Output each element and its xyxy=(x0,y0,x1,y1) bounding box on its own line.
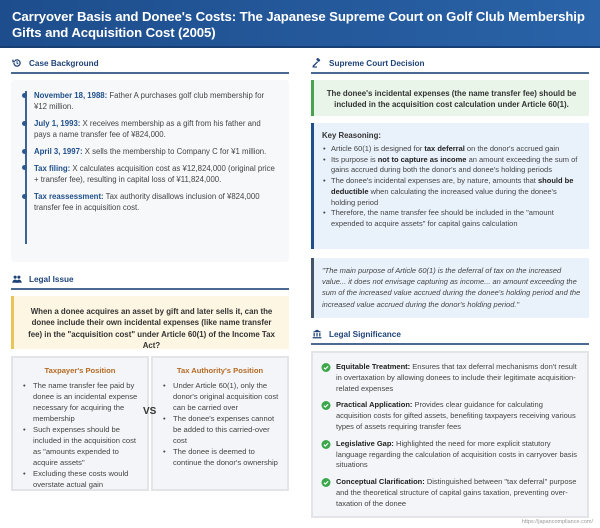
legal-issue-title: Legal Issue xyxy=(29,274,74,284)
significance-label: Practical Application: xyxy=(336,400,413,410)
right-column xyxy=(311,56,589,518)
key-reasoning-list xyxy=(322,144,579,230)
significance-title: Legal Significance xyxy=(329,329,401,339)
court-quote: "The main purpose of Article 60(1) is the deferral of tax on the increased value... it does not envisage capturing as income... an amount exceeding the sum of the increased value accrued during the donee's holding period and the increased value accrued during the donor's holding period." xyxy=(311,258,589,318)
taxpayer-position-title: Taxpayer's Position xyxy=(44,366,116,375)
check-circle-icon xyxy=(321,363,331,372)
case-timeline xyxy=(11,80,289,262)
key-reasoning-title: Key Reasoning: xyxy=(322,131,381,140)
history-icon xyxy=(11,57,23,69)
authority-position-title: Tax Authority's Position xyxy=(176,366,264,375)
significance-text: Highlighted the need for more explicit statutory language regarding the calculation of acquisition costs in carryover basis situations xyxy=(336,438,577,470)
significance-label: Conceptual Clarification: xyxy=(336,477,425,487)
legal-question: When a donee acquires an asset by gift and later sells it, can the donee include their own incidental expenses (like name transfer fee) in the "acquisition cost" under Article 60(1) of the Income Tax Act? xyxy=(11,296,289,349)
left-column xyxy=(11,56,289,491)
significance-item xyxy=(321,400,579,432)
significance-label: Legislative Gap: xyxy=(336,438,394,448)
list-item xyxy=(322,155,579,176)
reason-text: Its purpose is xyxy=(331,154,378,164)
significance-text: Distinguished between "tax deferral" purpose and the theoretical structure of capital gains taxation, preventing over-taxation of the donee xyxy=(336,477,577,508)
authority-position-card xyxy=(151,356,289,491)
reason-emphasis: tax deferral xyxy=(424,144,465,153)
list-item: • The name transfer fee paid by donee is an incidental expense necessary for acquiring the membership xyxy=(21,380,139,424)
decision-title: Supreme Court Decision xyxy=(329,58,425,68)
timeline-date: November 18, 1988: xyxy=(34,91,108,100)
timeline-text: X calculates acquisition cost as ¥12,824,000 (original price + transfer fee), resulting in capital loss of ¥11,824,000. xyxy=(34,163,275,185)
legal-issue-heading xyxy=(11,272,289,290)
significance-label: Equitable Treatment: xyxy=(336,362,411,371)
timeline-item xyxy=(23,163,279,186)
list-item: • Such expenses should be included in the acquisition cost as "amounts expended to acquire assets" xyxy=(21,424,139,468)
timeline-text: Father A purchases golf club membership for ¥12 million. xyxy=(34,91,265,112)
reason-text: The donee's incidental expenses are, by nature, amounts that xyxy=(331,176,538,186)
key-reasoning-card xyxy=(311,123,589,249)
decision-heading xyxy=(311,56,589,74)
timeline-item xyxy=(23,118,279,141)
check-circle-icon xyxy=(321,440,331,449)
gavel-icon xyxy=(311,57,323,69)
authority-position-list xyxy=(161,380,279,468)
timeline-text: X sells the membership to Company C for ¥1 million. xyxy=(82,147,267,157)
list-item xyxy=(322,176,579,208)
reason-emphasis: not to capture as income xyxy=(377,154,467,164)
list-item: • The donee is deemed to continue the donor's ownership xyxy=(161,446,279,468)
reason-text: Therefore, the name transfer fee should be included in the "amount expended to acquire assets" for capital gains calculation xyxy=(331,208,554,228)
significance-text: Ensures that tax deferral mechanisms don't result in overtaxation by allowing donees to include their legitimate acquisition-related expenses xyxy=(336,362,577,393)
check-circle-icon xyxy=(321,478,331,487)
timeline-date: April 3, 1997: xyxy=(34,147,83,157)
list-item xyxy=(322,144,579,155)
significance-heading xyxy=(311,327,589,345)
court-holding: The donee's incidental expenses (the name transfer fee) should be included in the acquisition cost calculation under Article 60(1). xyxy=(311,80,589,116)
taxpayer-position-card xyxy=(11,356,149,491)
landmark-icon xyxy=(311,328,323,340)
timeline-text: Tax authority disallows inclusion of ¥824,000 transfer fee in acquisition cost. xyxy=(34,192,260,213)
reason-text: on the donor's accrued gain xyxy=(464,144,560,153)
case-background-title: Case Background xyxy=(29,58,99,68)
list-item: • The donee's expenses cannot be added to this carried-over cost xyxy=(161,413,279,446)
significance-card xyxy=(311,351,589,518)
vs-label: VS xyxy=(143,406,157,417)
reason-text: an amount exceeding the sum of gains accrued during both the donor's and donee's holding periods xyxy=(331,154,578,175)
timeline-date: Tax filing: xyxy=(34,163,71,173)
reason-emphasis: should be deductible xyxy=(331,176,574,196)
positions-comparison xyxy=(11,356,289,491)
timeline-item xyxy=(23,90,279,113)
timeline-item xyxy=(23,191,279,214)
page-header xyxy=(0,0,600,48)
list-item: • Under Article 60(1), only the donor's original acquisition cost can be carried over xyxy=(161,380,279,413)
timeline-date: Tax reassessment: xyxy=(34,192,104,202)
list-item: • Excluding these costs would overstate actual gain xyxy=(21,468,139,490)
taxpayer-position-list xyxy=(21,380,139,490)
timeline-text: X receives membership as a gift from his father and pays a name transfer fee of ¥824,000. xyxy=(34,119,261,140)
timeline-item xyxy=(23,146,279,157)
list-item xyxy=(322,208,579,229)
users-icon xyxy=(11,273,23,285)
significance-item xyxy=(321,362,579,394)
check-circle-icon xyxy=(321,401,331,410)
significance-item xyxy=(321,477,579,509)
case-background-heading xyxy=(11,56,289,74)
timeline-date: July 1, 1993: xyxy=(34,119,81,129)
main-content xyxy=(0,48,600,528)
reason-text: Article 60(1) is designed for xyxy=(331,144,425,153)
reason-text: when calculating the increased value during the donee's holding period xyxy=(331,186,557,207)
significance-item xyxy=(321,439,579,471)
significance-text: Provides clear guidance for calculating acquisition costs for gifted assets, benefiting taxpayers receiving various types of assets requiring transfer fees xyxy=(336,400,576,431)
source-url[interactable]: https://japancompliance.com/ xyxy=(521,519,593,525)
page-title: Carryover Basis and Donee's Costs: The Japanese Supreme Court on Golf Club Membership Gifts and Acquisition Cost (2005) xyxy=(12,9,585,40)
